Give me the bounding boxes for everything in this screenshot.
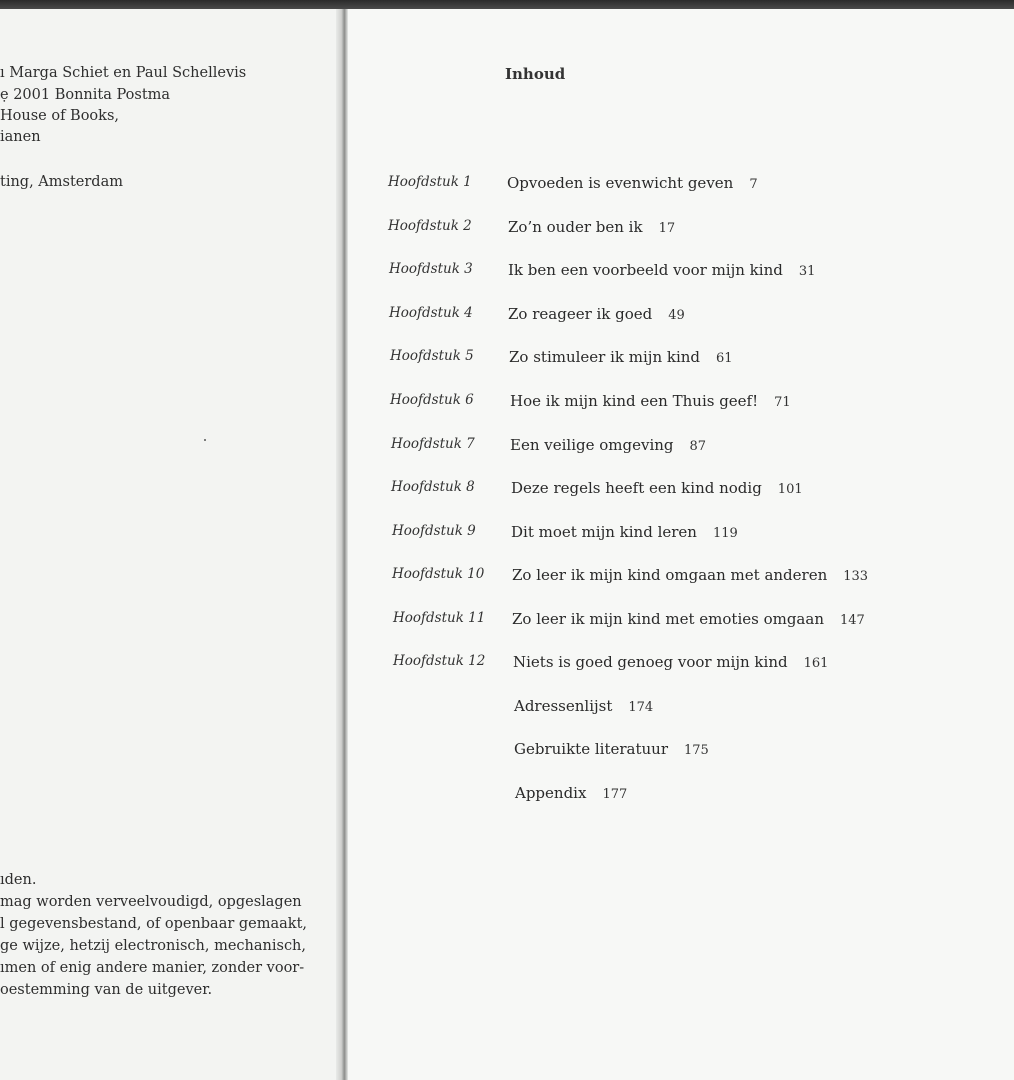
chapter-title: Zo leer ik mijn kind met emoties omgaan 147: [512, 610, 865, 628]
page-number: 101: [777, 482, 803, 497]
chapter-title: Appendix 177: [515, 784, 628, 802]
paper-speck: [204, 439, 206, 441]
rights-line: ımen of enig andere manier, zonder voor-: [0, 960, 305, 976]
chapter-title: Gebruikte literatuur 175: [514, 740, 709, 758]
chapter-label: Hoofdstuk 2: [388, 218, 472, 234]
chapter-title: Opvoeden is evenwicht geven 7: [507, 174, 758, 192]
page-number: 161: [803, 656, 829, 671]
book-gutter: [336, 9, 348, 1080]
chapter-label: Hoofdstuk 5: [390, 348, 474, 364]
rights-line: ıden.: [0, 872, 37, 888]
chapter-title: Zo’n ouder ben ik 17: [508, 218, 676, 236]
book-top-edge-shadow: [0, 0, 1014, 9]
page-number: 133: [843, 569, 869, 584]
page-number: 31: [798, 264, 816, 279]
rights-line: l gegevensbestand, of openbaar gemaakt,: [0, 916, 308, 932]
rights-line: mag worden verveelvoudigd, opgeslagen: [0, 894, 302, 910]
chapter-title: Ik ben een voorbeeld voor mijn kind 31: [508, 261, 816, 279]
chapter-title: Hoe ik mijn kind een Thuis geef! 71: [510, 392, 791, 410]
rights-notice: [0, 869, 307, 1001]
chapter-label: Hoofdstuk 8: [391, 479, 475, 495]
page-number: 61: [716, 351, 733, 366]
credit-line: House of Books,: [0, 108, 120, 124]
printer-line: ting, Amsterdam: [0, 174, 123, 190]
page-number: 7: [749, 177, 758, 192]
chapter-title: Adressenlijst 174: [514, 697, 654, 715]
chapter-label: Hoofdstuk 12: [393, 653, 486, 669]
rights-line: ge wijze, hetzij electronisch, mechanisch,: [0, 938, 307, 954]
chapter-label: Hoofdstuk 11: [393, 610, 486, 626]
page-number: 49: [668, 308, 685, 323]
chapter-title: Zo stimuleer ik mijn kind 61: [509, 348, 733, 366]
page-number: 87: [689, 439, 707, 454]
chapter-label: Hoofdstuk 3: [389, 261, 473, 277]
chapter-label: Hoofdstuk 6: [390, 392, 474, 408]
page-number: 177: [602, 787, 628, 802]
chapter-label: Hoofdstuk 9: [392, 523, 476, 539]
chapter-label: Hoofdstuk 4: [389, 305, 473, 321]
chapter-title: Dit moet mijn kind leren 119: [511, 523, 738, 541]
chapter-label: Hoofdstuk 1: [388, 174, 472, 190]
credit-line: ẹ 2001 Bonnita Postma: [0, 87, 171, 103]
credit-line: ı Marga Schiet en Paul Schellevis: [0, 65, 247, 81]
credit-line: ianen: [0, 129, 41, 145]
chapter-title: Een veilige omgeving 87: [510, 436, 707, 454]
chapter-label: Hoofdstuk 7: [391, 436, 475, 452]
rights-line: oestemming van de uitgever.: [0, 982, 213, 998]
table-of-contents-page: [348, 9, 1014, 1080]
chapter-label: Hoofdstuk 10: [392, 566, 485, 582]
page-number: 71: [774, 395, 791, 410]
colophon-page: [0, 9, 340, 1080]
page-number: 119: [712, 526, 738, 541]
chapter-title: Zo leer ik mijn kind omgaan met anderen 133: [512, 566, 869, 584]
chapter-title: Deze regels heeft een kind nodig 101: [511, 479, 803, 497]
page-number: 17: [658, 221, 676, 236]
chapter-title: Niets is goed genoeg voor mijn kind 161: [513, 653, 829, 671]
page-number: 175: [683, 743, 709, 758]
page-number: 147: [839, 613, 865, 628]
toc-title: Inhoud: [505, 65, 566, 83]
chapter-title: Zo reageer ik goed 49: [508, 305, 685, 323]
page-number: 174: [628, 700, 654, 715]
